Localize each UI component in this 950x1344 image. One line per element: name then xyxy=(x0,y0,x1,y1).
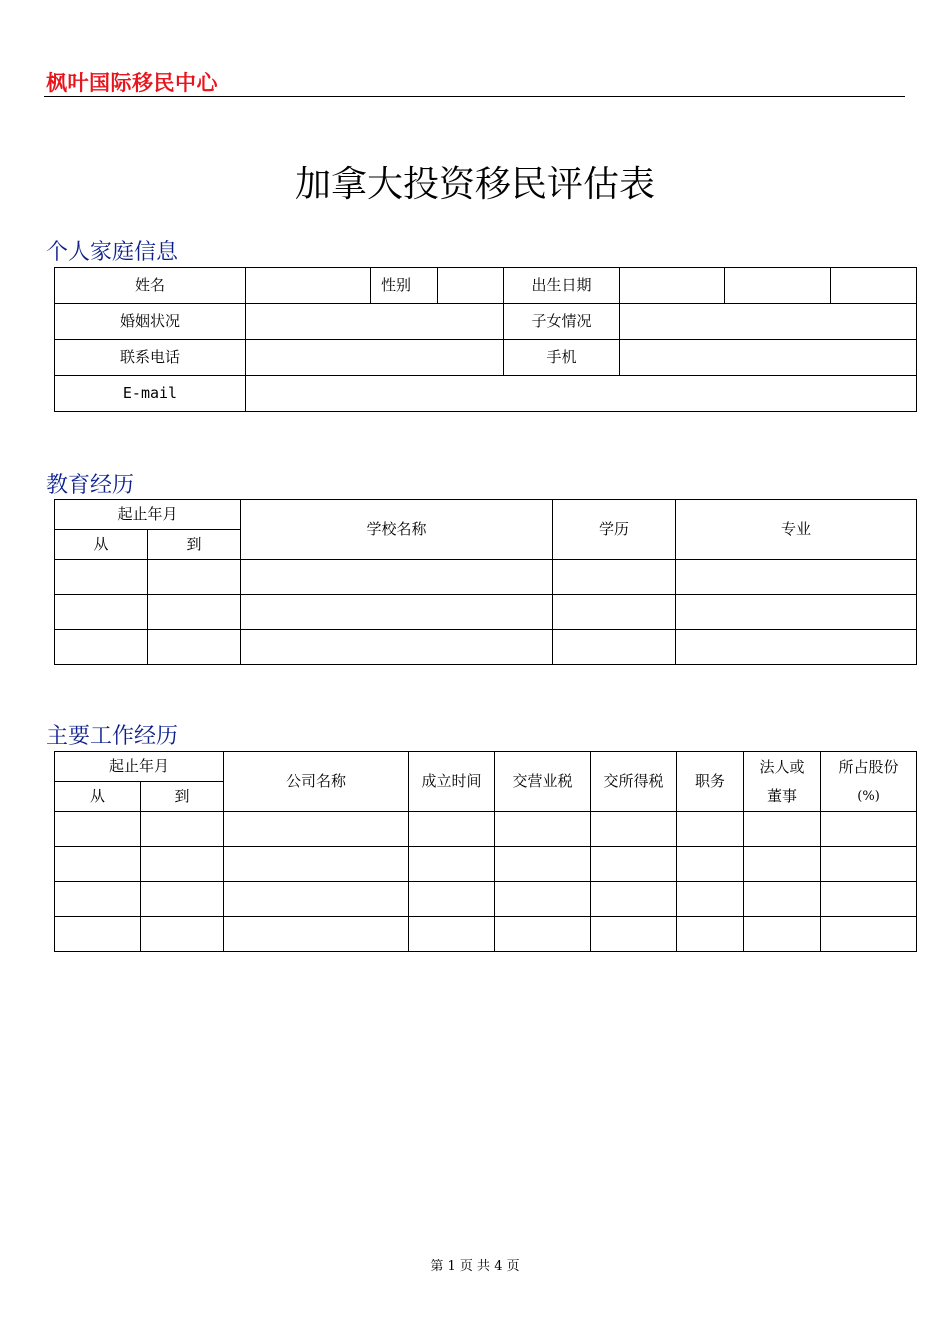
education-from-label: 从 xyxy=(55,530,148,560)
work-to-cell[interactable] xyxy=(141,812,224,847)
company-brand: 枫叶国际移民中心 xyxy=(46,71,218,95)
work-legal-rep-cell[interactable] xyxy=(744,917,821,952)
page-number-footer: 第 1 页 共 4 页 xyxy=(430,1259,520,1274)
work-to-cell[interactable] xyxy=(141,847,224,882)
work-legal-rep-label-line2: 董事 xyxy=(767,786,798,805)
gender-field[interactable] xyxy=(438,268,504,304)
birthdate-day-field[interactable] xyxy=(831,268,917,304)
work-income-tax-cell[interactable] xyxy=(591,917,677,952)
work-business-tax-cell[interactable] xyxy=(495,847,591,882)
education-to-cell[interactable] xyxy=(148,630,241,665)
work-to-cell[interactable] xyxy=(141,917,224,952)
work-legal-rep-label-line1: 法人或 xyxy=(759,757,805,776)
work-founded-cell[interactable] xyxy=(409,917,495,952)
work-from-cell[interactable] xyxy=(55,882,141,917)
document-title: 加拿大投资移民评估表 xyxy=(294,164,655,205)
work-business-tax-cell[interactable] xyxy=(495,812,591,847)
education-major-cell[interactable] xyxy=(676,560,917,595)
work-row xyxy=(55,812,917,847)
name-field[interactable] xyxy=(246,268,371,304)
marital-status-field[interactable] xyxy=(246,304,504,340)
education-major-label: 专业 xyxy=(676,500,917,560)
work-shares-label xyxy=(821,752,917,812)
header-divider xyxy=(44,96,905,97)
work-position-cell[interactable] xyxy=(677,847,744,882)
education-degree-cell[interactable] xyxy=(553,595,676,630)
work-shares-cell[interactable] xyxy=(821,812,917,847)
section-heading-personal: 个人家庭信息 xyxy=(46,240,179,265)
work-legal-rep-cell[interactable] xyxy=(744,847,821,882)
work-founded-cell[interactable] xyxy=(409,847,495,882)
phone-field[interactable] xyxy=(246,340,504,376)
education-header-row xyxy=(55,500,917,530)
birthdate-label: 出生日期 xyxy=(504,268,620,304)
work-company-cell[interactable] xyxy=(224,847,409,882)
children-label: 子女情况 xyxy=(504,304,620,340)
work-income-tax-cell[interactable] xyxy=(591,847,677,882)
work-business-tax-cell[interactable] xyxy=(495,917,591,952)
work-legal-rep-cell[interactable] xyxy=(744,812,821,847)
mobile-field[interactable] xyxy=(620,340,917,376)
work-row xyxy=(55,882,917,917)
education-row xyxy=(55,560,917,595)
work-to-label: 到 xyxy=(141,782,224,812)
work-row xyxy=(55,917,917,952)
education-from-cell[interactable] xyxy=(55,630,148,665)
education-school-cell[interactable] xyxy=(241,595,553,630)
work-company-cell[interactable] xyxy=(224,917,409,952)
work-period-label: 起止年月 xyxy=(55,752,224,782)
work-business-tax-label: 交营业税 xyxy=(495,752,591,812)
work-from-cell[interactable] xyxy=(55,917,141,952)
work-company-cell[interactable] xyxy=(224,812,409,847)
work-founded-cell[interactable] xyxy=(409,882,495,917)
education-school-cell[interactable] xyxy=(241,560,553,595)
education-school-cell[interactable] xyxy=(241,630,553,665)
work-position-cell[interactable] xyxy=(677,812,744,847)
email-label: E-mail xyxy=(55,376,246,412)
birthdate-month-field[interactable] xyxy=(725,268,831,304)
work-company-label: 公司名称 xyxy=(224,752,409,812)
work-shares-cell[interactable] xyxy=(821,917,917,952)
work-income-tax-cell[interactable] xyxy=(591,882,677,917)
personal-info-table xyxy=(54,267,917,412)
work-position-label: 职务 xyxy=(677,752,744,812)
education-degree-cell[interactable] xyxy=(553,560,676,595)
phone-label: 联系电话 xyxy=(55,340,246,376)
work-to-cell[interactable] xyxy=(141,882,224,917)
mobile-label: 手机 xyxy=(504,340,620,376)
education-row xyxy=(55,630,917,665)
education-major-cell[interactable] xyxy=(676,595,917,630)
work-from-label: 从 xyxy=(55,782,141,812)
education-major-cell[interactable] xyxy=(676,630,917,665)
education-to-label: 到 xyxy=(148,530,241,560)
personal-row-name xyxy=(55,268,917,304)
work-legal-rep-cell[interactable] xyxy=(744,882,821,917)
birthdate-year-field[interactable] xyxy=(620,268,725,304)
gender-label: 性别 xyxy=(371,268,438,304)
work-position-cell[interactable] xyxy=(677,882,744,917)
education-row xyxy=(55,595,917,630)
work-business-tax-cell[interactable] xyxy=(495,882,591,917)
work-founded-cell[interactable] xyxy=(409,812,495,847)
work-shares-label-line1: 所占股份 xyxy=(838,757,899,776)
work-legal-rep-label xyxy=(744,752,821,812)
section-heading-work: 主要工作经历 xyxy=(46,724,179,749)
personal-row-email xyxy=(55,376,917,412)
personal-row-marital xyxy=(55,304,917,340)
children-field[interactable] xyxy=(620,304,917,340)
education-period-label: 起止年月 xyxy=(55,500,241,530)
education-school-label: 学校名称 xyxy=(241,500,553,560)
education-to-cell[interactable] xyxy=(148,595,241,630)
email-field[interactable] xyxy=(246,376,917,412)
section-heading-education: 教育经历 xyxy=(46,473,135,498)
education-from-cell[interactable] xyxy=(55,560,148,595)
work-from-cell[interactable] xyxy=(55,812,141,847)
education-degree-cell[interactable] xyxy=(553,630,676,665)
work-company-cell[interactable] xyxy=(224,882,409,917)
name-label: 姓名 xyxy=(55,268,246,304)
work-shares-cell[interactable] xyxy=(821,882,917,917)
education-from-cell[interactable] xyxy=(55,595,148,630)
personal-row-phone xyxy=(55,340,917,376)
work-income-tax-cell[interactable] xyxy=(591,812,677,847)
work-income-tax-label: 交所得税 xyxy=(591,752,677,812)
work-from-cell[interactable] xyxy=(55,847,141,882)
work-row xyxy=(55,847,917,882)
work-founded-label: 成立时间 xyxy=(409,752,495,812)
education-table xyxy=(54,499,917,665)
work-shares-cell[interactable] xyxy=(821,847,917,882)
education-degree-label: 学历 xyxy=(553,500,676,560)
work-shares-label-line2: (%) xyxy=(857,788,880,804)
work-experience-table xyxy=(54,751,917,952)
marital-status-label: 婚姻状况 xyxy=(55,304,246,340)
education-to-cell[interactable] xyxy=(148,560,241,595)
work-header-row xyxy=(55,752,917,782)
work-position-cell[interactable] xyxy=(677,917,744,952)
